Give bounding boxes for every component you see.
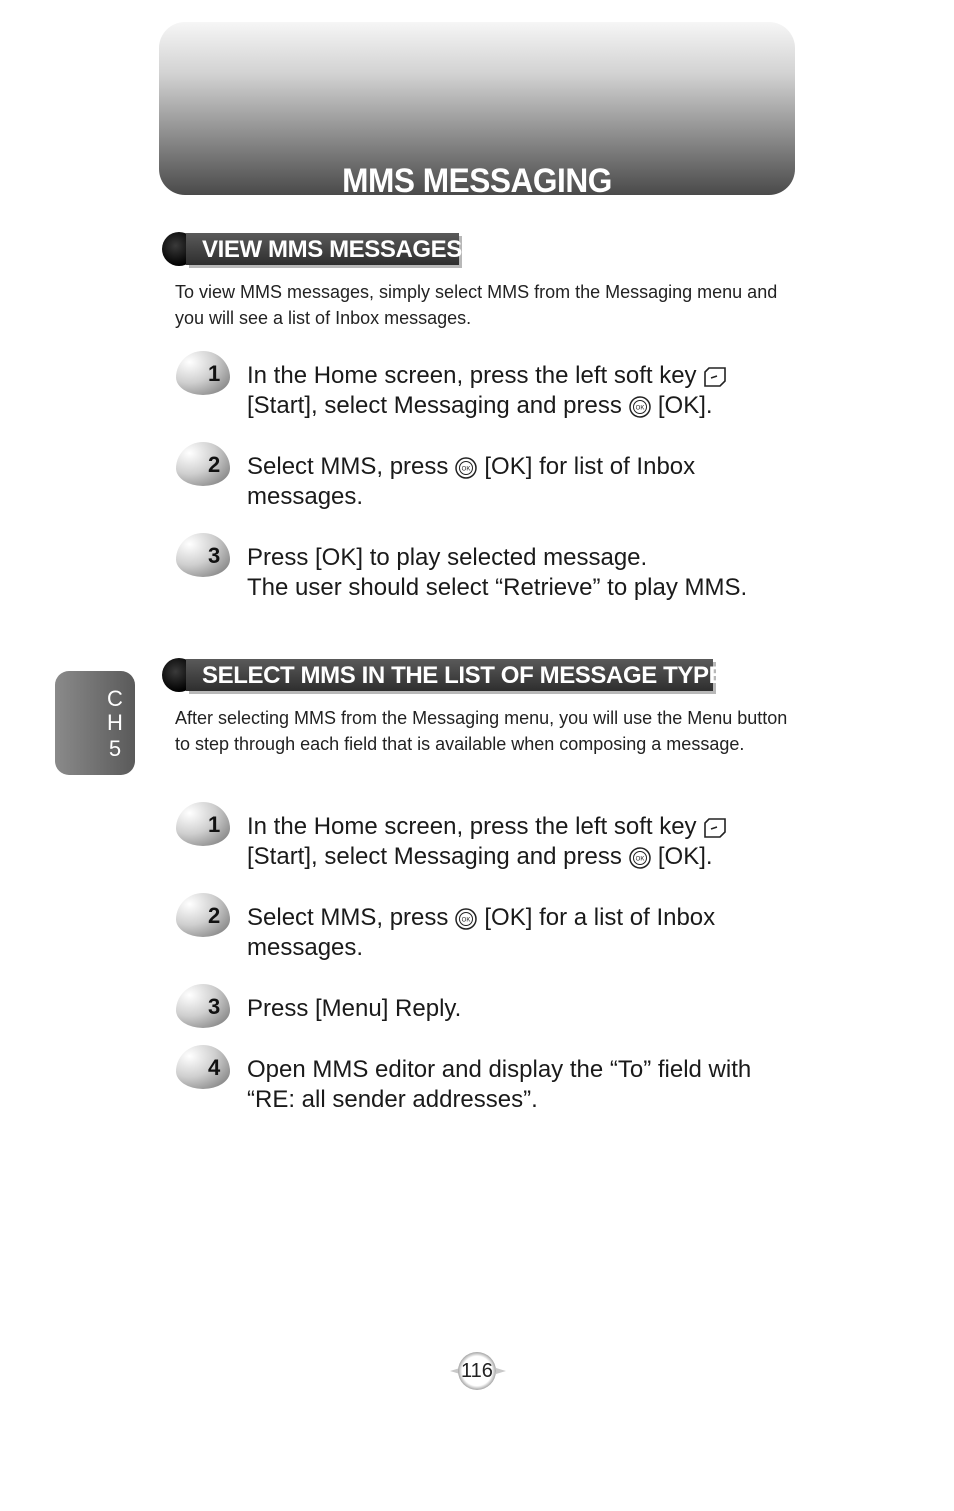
svg-text:OK: OK bbox=[462, 917, 471, 924]
step-badge: 4 bbox=[176, 1045, 232, 1089]
step-badge: 3 bbox=[176, 533, 232, 577]
page-title: MMS MESSAGING bbox=[342, 162, 612, 200]
svg-text:OK: OK bbox=[635, 856, 645, 863]
section-intro: After selecting MMS from the Messaging menu, you will use the Menu button to step through each field that is available when composing a message. bbox=[175, 708, 788, 754]
step-badge: 1 bbox=[176, 802, 232, 846]
svg-text:OK: OK bbox=[462, 466, 471, 473]
page-number bbox=[448, 1352, 508, 1390]
section-heading-text: VIEW MMS MESSAGES bbox=[202, 236, 462, 263]
ok-button-icon bbox=[454, 456, 478, 480]
section-intro: To view MMS messages, simply select MMS from the Messaging menu and you will see a list of Inbox messages. bbox=[175, 282, 778, 328]
step-badge: 1 bbox=[176, 351, 232, 395]
left-soft-key-icon bbox=[703, 817, 727, 839]
svg-text:OK: OK bbox=[635, 405, 645, 412]
chapter-tab: C H 5 bbox=[55, 671, 135, 775]
left-soft-key-icon bbox=[703, 366, 727, 388]
step-badge: 2 bbox=[176, 893, 232, 937]
step-badge: 3 bbox=[176, 984, 232, 1028]
ok-button-icon bbox=[454, 907, 478, 931]
page-header bbox=[159, 22, 795, 200]
section-heading-text: SELECT MMS IN THE LIST OF MESSAGE TYPE bbox=[202, 662, 725, 689]
page-number-text: 116 bbox=[461, 1360, 493, 1382]
step-badge: 2 bbox=[176, 442, 232, 486]
ok-button-icon bbox=[628, 846, 652, 870]
ok-button-icon bbox=[628, 395, 652, 419]
